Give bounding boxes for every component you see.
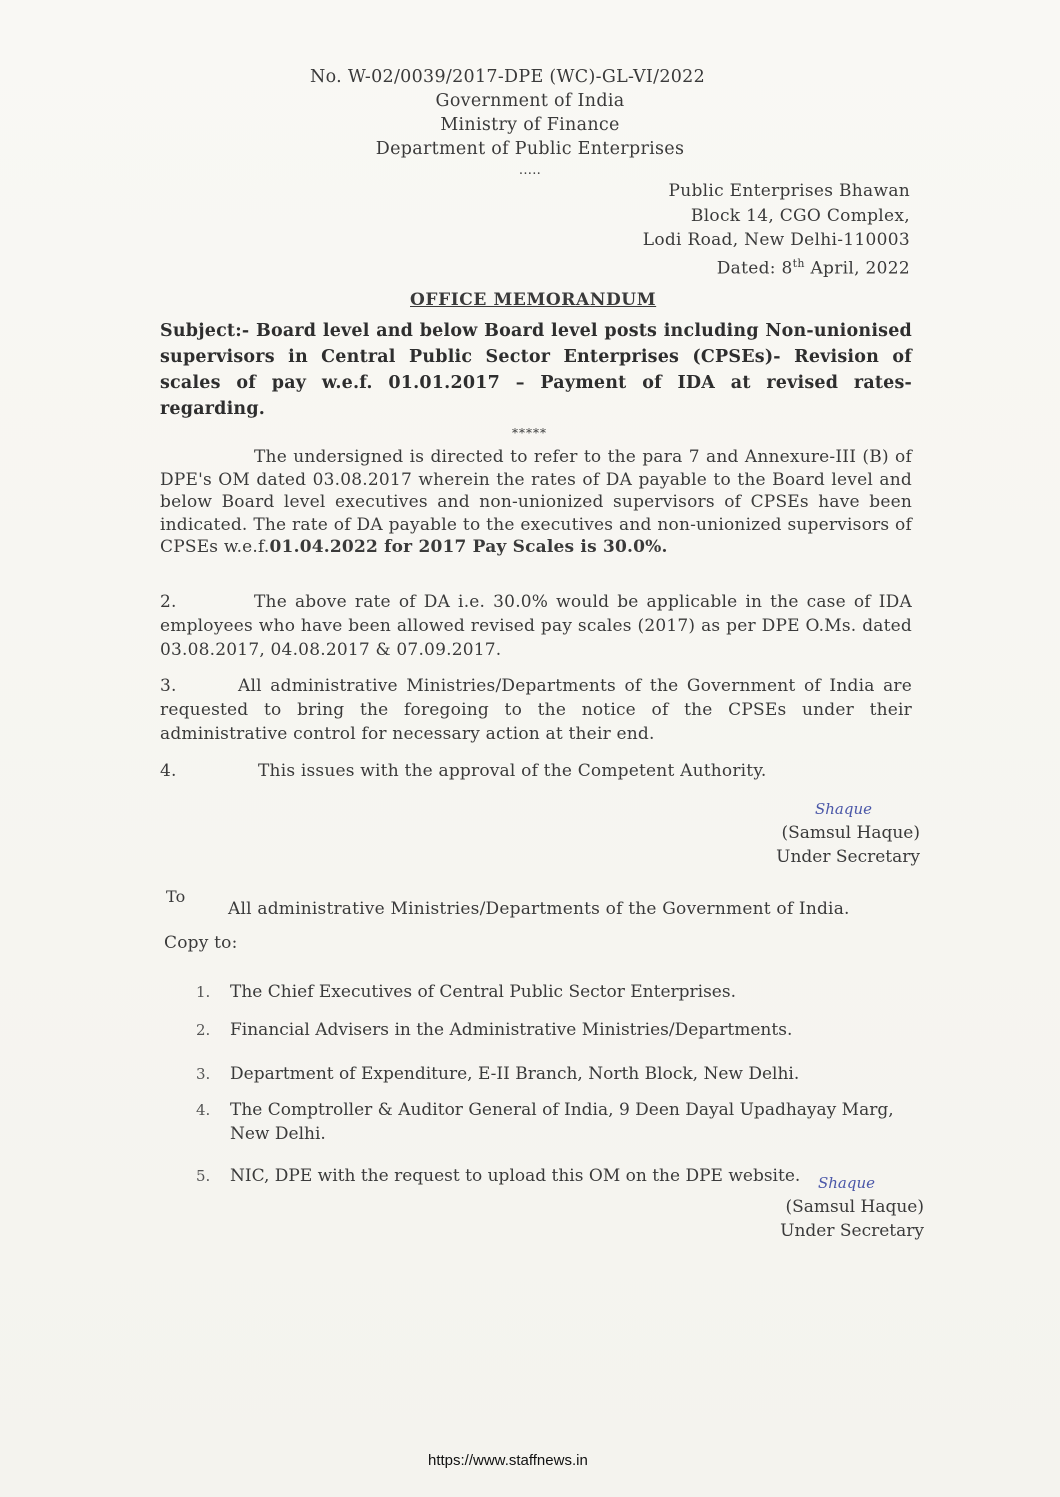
copy-list-text: NIC, DPE with the request to upload this OM on the DPE website. xyxy=(230,1166,801,1186)
copy-list-number: 3. xyxy=(196,1065,211,1083)
copy-list-item xyxy=(196,1062,916,1086)
copy-list-item xyxy=(196,1018,916,1042)
paragraph-1-bold: 01.04.2022 for 2017 Pay Scales is 30.0%. xyxy=(269,537,668,557)
copy-to-label: Copy to: xyxy=(164,933,238,953)
address-line-3: Lodi Road, New Delhi-110003 xyxy=(642,230,910,250)
subject-stars: ***** xyxy=(512,426,547,440)
copy-list-number: 4. xyxy=(196,1101,211,1119)
ministry-line: Ministry of Finance xyxy=(440,115,620,135)
signature-2-mark: Shaque xyxy=(818,1174,876,1192)
copy-list-item xyxy=(196,1164,916,1188)
paragraph-2-number: 2. xyxy=(160,592,177,612)
subject-text: Subject:- Board level and below Board level posts including Non-unionised supervisors in Central Public Sector Enterprises (CPSEs)- Revision of scales of pay w.e.f. 01.01.2017 – Payment of IDA at revised rates-regarding. xyxy=(160,321,912,419)
dated-line xyxy=(717,253,910,280)
signature-2-designation: Under Secretary xyxy=(780,1221,924,1241)
paragraph-3-number: 3. xyxy=(160,676,177,696)
paragraph-3-text: All administrative Ministries/Departments of the Government of India are requested to bring the foregoing to the notice of the CPSEs under their administrative control for necessary action at their end. xyxy=(160,676,912,744)
copy-list-number: 1. xyxy=(196,983,211,1001)
copy-list-text: The Chief Executives of Central Public Sector Enterprises. xyxy=(230,982,736,1002)
paragraph-1-text: The undersigned is directed to refer to the para 7 and Annexure-III (B) of DPE's OM dated 03.08.2017 wherein the rates of DA payable to the Board level and below Board level executives and non-unionized supervisors of CPSEs have been indicated. The rate of DA payable to the executives and non-unionized supervisors of CPSEs w.e.f. xyxy=(160,447,912,557)
signature-1-designation: Under Secretary xyxy=(776,847,920,867)
copy-list-text: Financial Advisers in the Administrative Ministries/Departments. xyxy=(230,1020,793,1040)
copy-list-item xyxy=(196,1098,916,1146)
to-recipient: All administrative Ministries/Departments of the Government of India. xyxy=(228,899,850,919)
dated-suffix: April, 2022 xyxy=(804,258,910,279)
signature-1-name: (Samsul Haque) xyxy=(781,823,920,843)
signature-2-name: (Samsul Haque) xyxy=(785,1197,924,1217)
paragraph-2-text: The above rate of DA i.e. 30.0% would be applicable in the case of IDA employees who have been allowed revised pay scales (2017) as per DPE O.Ms. dated 03.08.2017, 04.08.2017 & 07.09.2017. xyxy=(160,592,912,660)
signature-1-mark: Shaque xyxy=(815,800,873,818)
copy-list-text: Department of Expenditure, E-II Branch, North Block, New Delhi. xyxy=(230,1064,800,1084)
copy-list-number: 2. xyxy=(196,1021,211,1039)
govt-line: Government of India xyxy=(435,91,625,111)
file-number: No. W-02/0039/2017-DPE (WC)-GL-VI/2022 xyxy=(310,67,706,87)
paragraph-4-number: 4. xyxy=(160,761,177,781)
copy-list-text: The Comptroller & Auditor General of India, 9 Deen Dayal Upadhayay Marg, New Delhi. xyxy=(230,1100,894,1144)
copy-list-item xyxy=(196,980,916,1004)
copy-list-number: 5. xyxy=(196,1167,211,1185)
dated-prefix: Dated: 8 xyxy=(716,258,793,279)
header-dots: ..... xyxy=(518,163,542,178)
paragraph-2 xyxy=(160,590,912,662)
address-line-1: Public Enterprises Bhawan xyxy=(668,181,910,201)
department-line: Department of Public Enterprises xyxy=(375,139,685,159)
paragraph-1 xyxy=(160,446,912,559)
address-line-2: Block 14, CGO Complex, xyxy=(690,206,910,226)
paragraph-3 xyxy=(160,674,912,746)
paragraph-4-text: This issues with the approval of the Competent Authority. xyxy=(258,761,767,781)
dated-sup: th xyxy=(792,257,805,270)
footer-url: https://www.staffnews.in xyxy=(428,1452,588,1469)
memo-title: OFFICE MEMORANDUM xyxy=(410,290,657,310)
to-label: To xyxy=(166,887,186,906)
paragraph-4 xyxy=(160,760,912,782)
